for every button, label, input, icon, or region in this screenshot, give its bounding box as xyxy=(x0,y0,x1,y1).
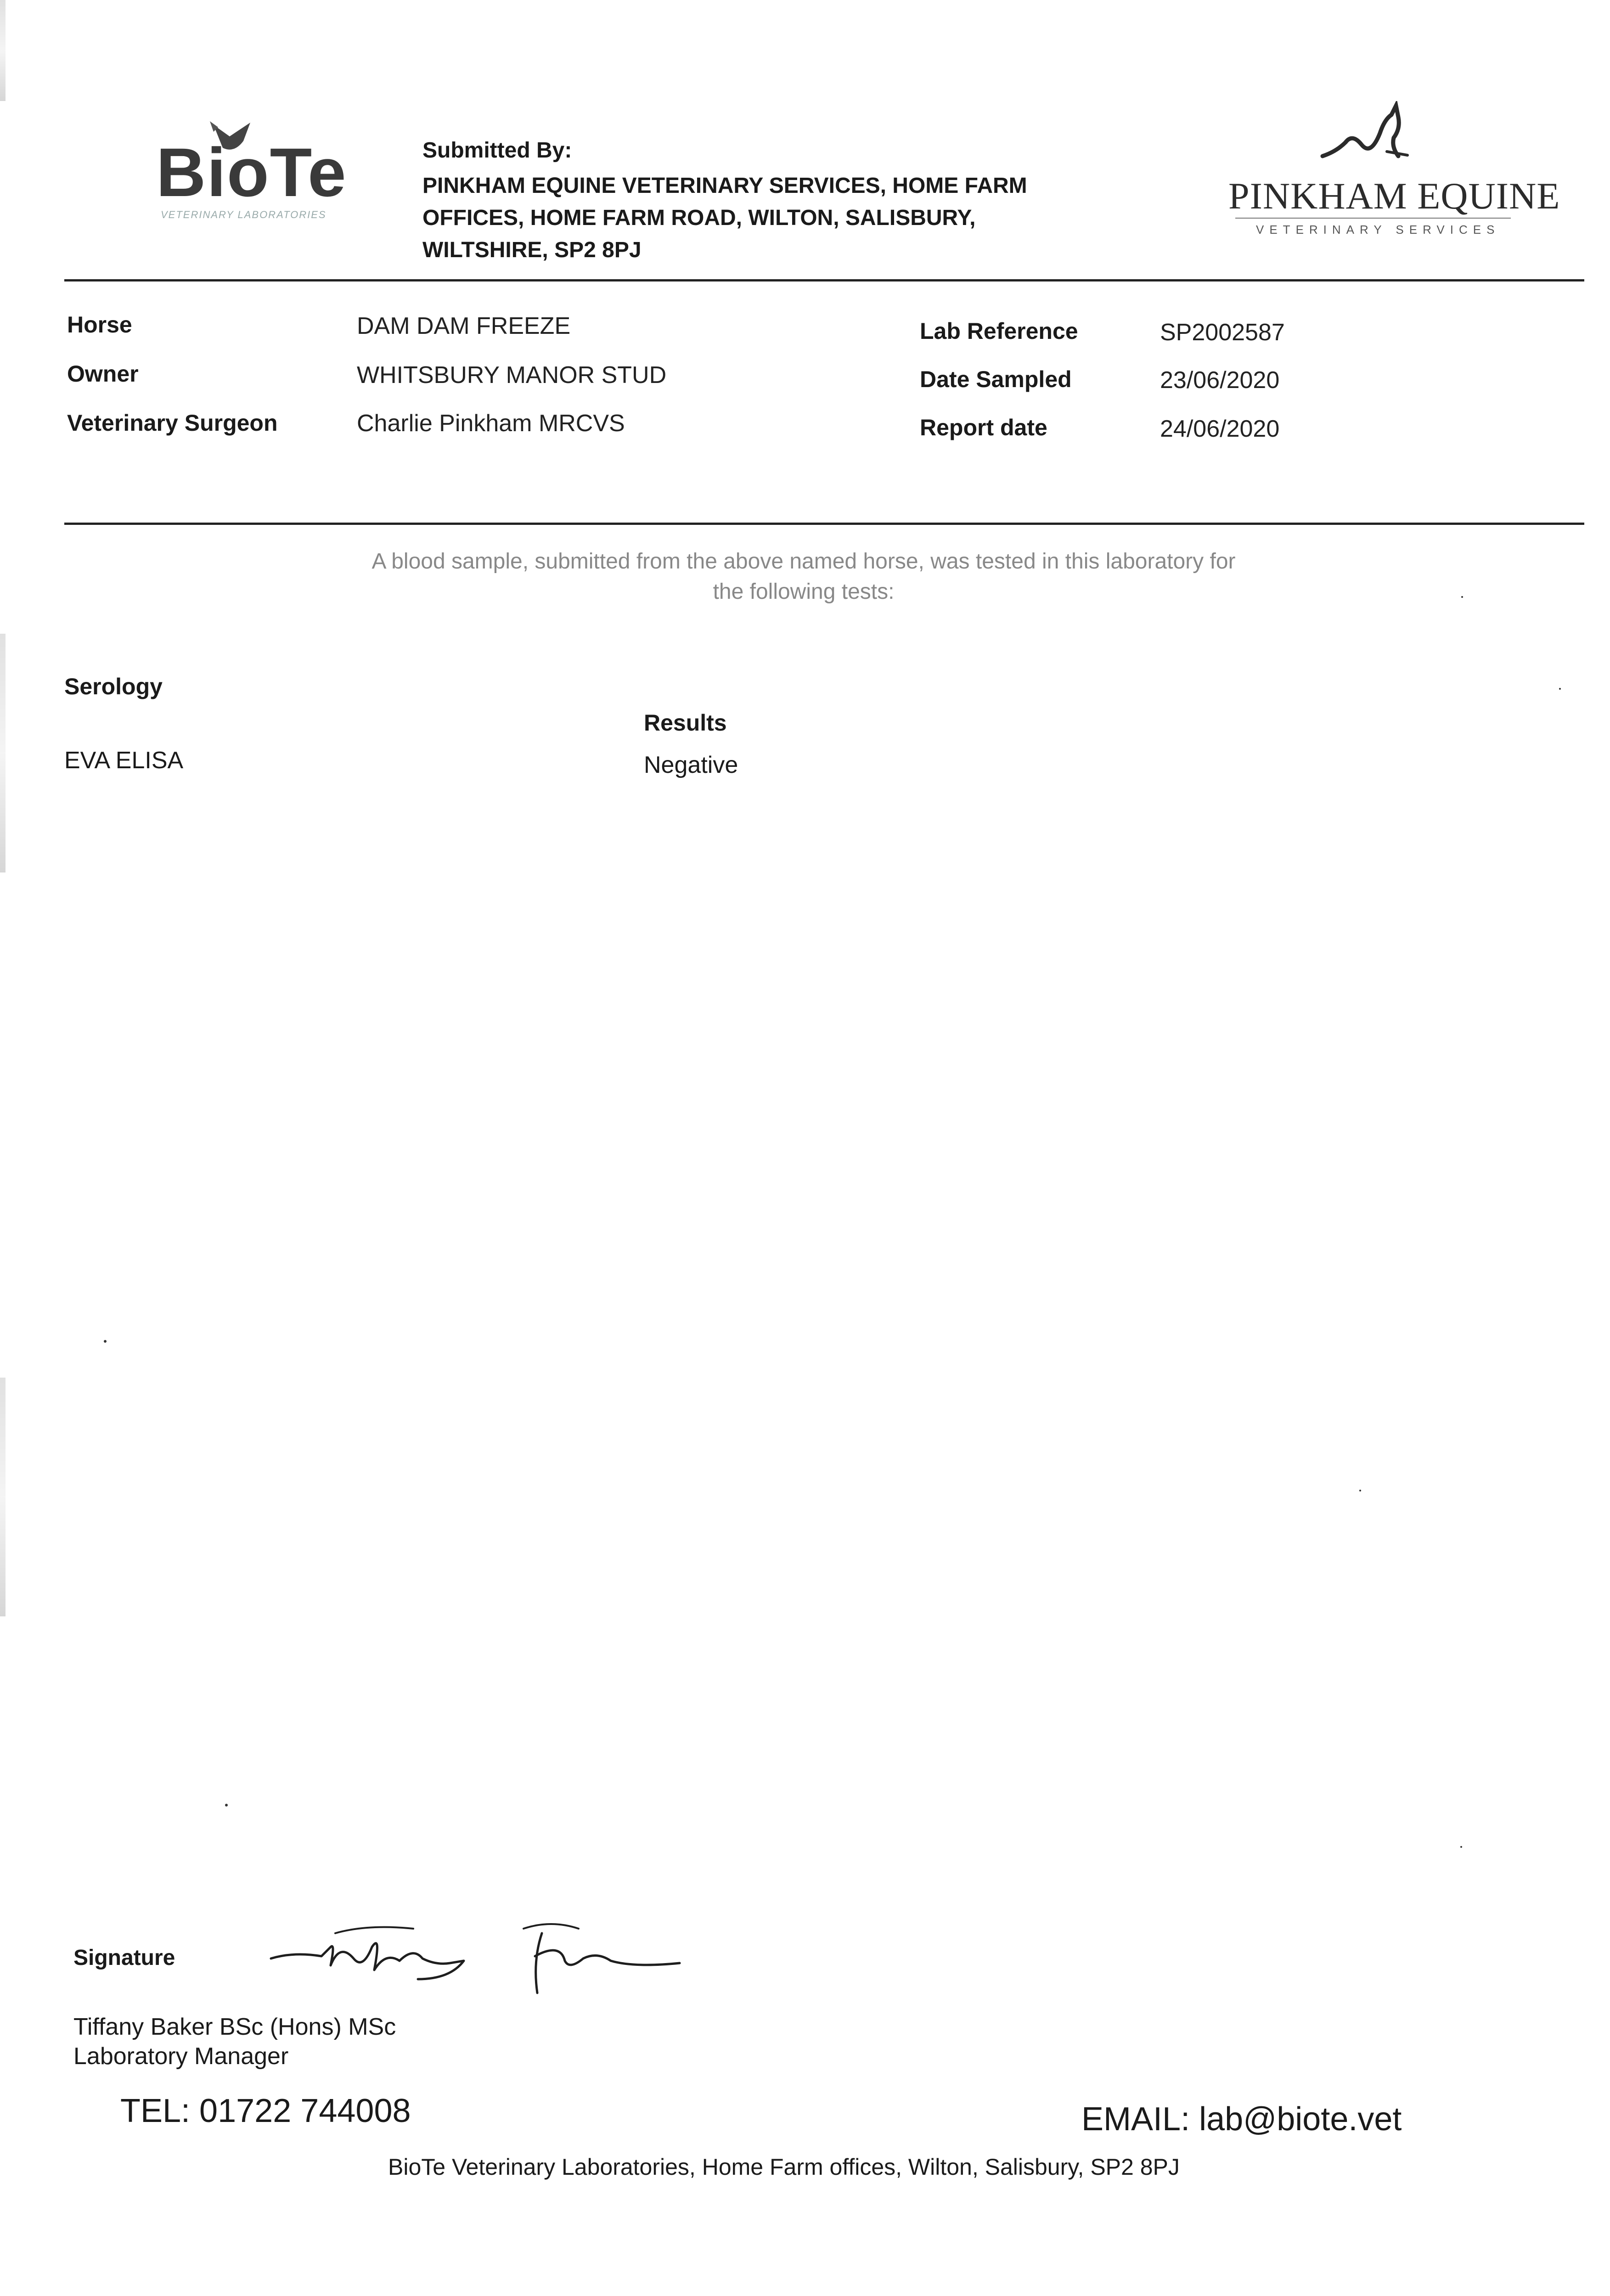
practice-logo-rule xyxy=(1235,218,1511,219)
intro-line: A blood sample, submitted from the above named horse, was tested in this laboratory for xyxy=(372,549,1236,574)
date-sampled-value: 23/06/2020 xyxy=(1160,367,1280,394)
lab-logo-subtitle: VETERINARY LABORATORIES xyxy=(161,209,327,220)
practice-logo-subtitle: VETERINARY SERVICES xyxy=(1256,223,1500,236)
report-date-value: 24/06/2020 xyxy=(1160,416,1280,442)
horse-icon xyxy=(1318,101,1410,170)
intro-line: the following tests: xyxy=(713,580,895,604)
signature-image xyxy=(266,1915,703,2007)
test-result: Negative xyxy=(644,752,738,778)
lab-reference-label: Lab Reference xyxy=(920,318,1078,344)
practice-logo-name: PINKHAM EQUINE xyxy=(1228,175,1560,217)
header-divider xyxy=(64,279,1584,281)
signer-role: Laboratory Manager xyxy=(73,2043,289,2070)
signer-name: Tiffany Baker BSc (Hons) MSc xyxy=(73,2014,396,2040)
scan-edge-noise xyxy=(0,634,6,872)
vet-label: Veterinary Surgeon xyxy=(67,410,278,436)
results-heading: Results xyxy=(644,710,727,736)
lab-logo-name: BioTe xyxy=(156,134,347,211)
section-heading-serology: Serology xyxy=(64,674,163,699)
owner-label: Owner xyxy=(67,361,139,387)
scan-speck xyxy=(1460,1846,1462,1848)
scan-speck xyxy=(104,1340,107,1343)
submitted-by-line: WILTSHIRE, SP2 8PJ xyxy=(422,238,642,262)
owner-value: WHITSBURY MANOR STUD xyxy=(357,362,667,388)
submitted-by-label: Submitted By: xyxy=(422,138,572,163)
date-sampled-label: Date Sampled xyxy=(920,366,1072,392)
intro-text xyxy=(276,546,1332,607)
scan-edge-noise xyxy=(0,1378,6,1616)
horse-value: DAM DAM FREEZE xyxy=(357,313,571,339)
submitted-by-line: PINKHAM EQUINE VETERINARY SERVICES, HOME FARM xyxy=(422,174,1027,198)
signature-label: Signature xyxy=(73,1946,175,1970)
scan-speck xyxy=(1359,1490,1361,1491)
details-divider xyxy=(64,523,1584,525)
test-name: EVA ELISA xyxy=(64,747,184,774)
scan-speck xyxy=(1461,596,1463,598)
email: EMAIL: lab@biote.vet xyxy=(1081,2101,1402,2138)
scan-speck xyxy=(225,1804,228,1806)
telephone: TEL: 01722 744008 xyxy=(120,2093,411,2129)
submitted-by-line: OFFICES, HOME FARM ROAD, WILTON, SALISBURY, xyxy=(422,206,976,230)
scan-speck xyxy=(1559,688,1561,690)
lab-reference-value: SP2002587 xyxy=(1160,319,1285,346)
report-date-label: Report date xyxy=(920,415,1047,440)
submitted-by-address xyxy=(422,170,1120,266)
vet-value: Charlie Pinkham MRCVS xyxy=(357,410,625,437)
scan-edge-noise xyxy=(0,0,6,101)
horse-label: Horse xyxy=(67,312,132,338)
footer-address: BioTe Veterinary Laboratories, Home Farm offices, Wilton, Salisbury, SP2 8PJ xyxy=(388,2154,1180,2180)
